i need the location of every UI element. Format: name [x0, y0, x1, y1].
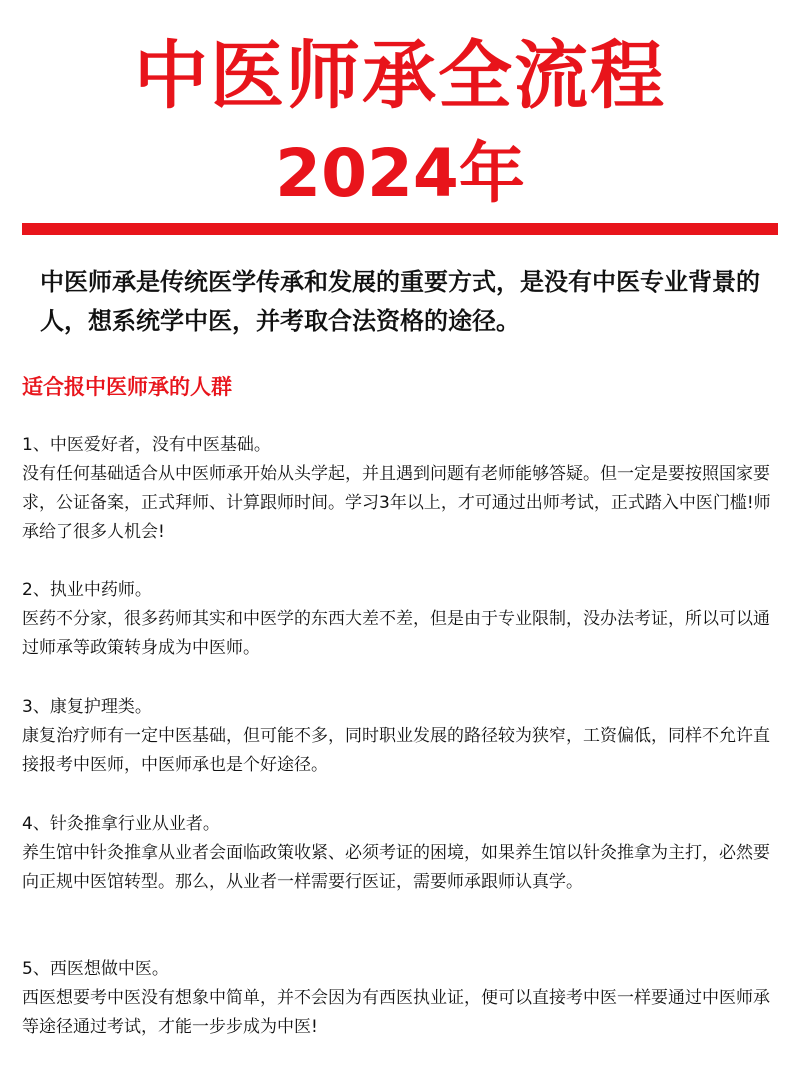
list-item-body: 医药不分家，很多药师其实和中医学的东西大差不差，但是由于专业限制，没办法考证，所以可以通过师承等政策转身成为中医师。 — [22, 609, 770, 658]
list-item-body: 康复治疗师有一定中医基础，但可能不多，同时职业发展的路径较为狭窄，工资偏低，同样不允许直接报考中医师，中医师承也是个好途径。 — [22, 726, 770, 775]
list-item-title: 2、执业中药师。 — [22, 580, 152, 600]
list-item-1 — [22, 431, 782, 547]
list-item-2 — [22, 576, 782, 663]
list-item-body: 西医想要考中医没有想象中简单，并不会因为有西医执业证，便可以直接考中医一样要通过中医师承等途径通过考试，才能一步步成为中医! — [22, 988, 770, 1037]
list-item-title: 4、针灸推拿行业从业者。 — [22, 814, 220, 834]
section-heading: 适合报中医师承的人群 — [22, 375, 232, 399]
list-item-3 — [22, 693, 782, 780]
page-title: 中医师承全流程 — [134, 33, 666, 119]
title-divider-bar — [22, 223, 778, 235]
list-item-body: 养生馆中针灸推拿从业者会面临政策收紧、必须考证的困境，如果养生馆以针灸推拿为主打，必然要向正规中医馆转型。那么，从业者一样需要行医证，需要师承跟师认真学。 — [22, 843, 770, 892]
list-item-title: 1、中医爱好者，没有中医基础。 — [22, 435, 271, 455]
page-subtitle-year: 2024年 — [275, 135, 525, 212]
list-item-5 — [22, 955, 782, 1042]
list-item-title: 3、康复护理类。 — [22, 697, 152, 717]
intro-paragraph: 中医师承是传统医学传承和发展的重要方式，是没有中医专业背景的人，想系统学中医，并考取合法资格的途径。 — [40, 268, 760, 335]
list-item-body: 没有任何基础适合从中医师承开始从头学起，并且遇到问题有老师能够答疑。但一定是要按照国家要求，公证备案，正式拜师、计算跟师时间。学习3年以上，才可通过出师考试，正式踏入中医门槛!师承给了很多人机会! — [22, 464, 771, 542]
list-item-title: 5、西医想做中医。 — [22, 959, 169, 979]
list-item-4 — [22, 810, 782, 897]
